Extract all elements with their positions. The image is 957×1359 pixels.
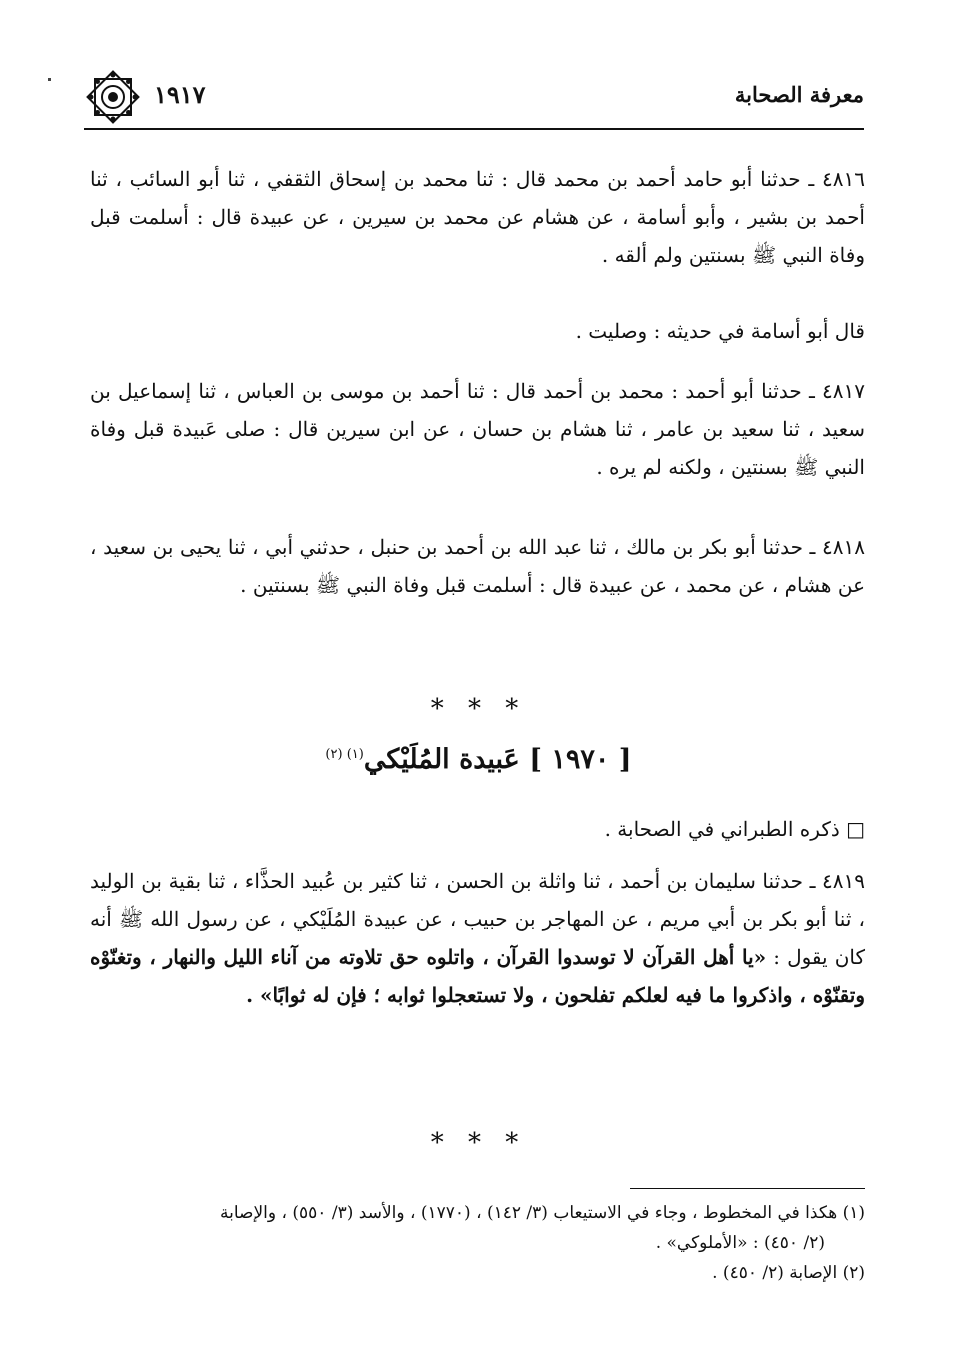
footnote-refs: (١) (٢) (325, 747, 364, 762)
hadith-4819-isnad: ٤٨١٩ ـ حدثنا سليمان بن أحمد ، ثنا واثلة بن الحسن ، ثنا كثير بن عُبيد الحذَّاء ، ثنا بقية بن الوليد ، ثنا أبو بكر بن أبي مريم ، عن المهاجر بن حبيب ، عن عبيدة المُلَيْكي ، عن رسول الله ﷺ أنه كان يقول : (90, 869, 866, 969)
hadith-4816: ٤٨١٦ ـ حدثنا أبو حامد أحمد بن محمد قال : ثنا محمد بن إسحاق الثقفي ، ثنا أبو السائب ، ثنا أحمد بن بشير ، وأبو أسامة ، عن هشام عن محمد بن سيرين ، عن عبيدة قال : أسلمت قبل وفاة النبي ﷺ بسنتين ولم ألقه . (90, 167, 865, 267)
page-header (84, 78, 864, 130)
hadith-4819 (90, 862, 865, 1014)
scan-speck (48, 78, 51, 81)
mention-line: □ ذكره الطبراني في الصحابة . (604, 817, 865, 841)
hadith-4819-matn: «يا أهل القرآن لا توسدوا القرآن ، واتلوه حق تلاوته من آناء الليل والنهار ، وتغنّوْه وتقنّوْه ، واذكروا ما فيه لعلكم تفلحون ، ولا تستعجلوا ثوابه ؛ فإن له ثوابًا» . (90, 945, 865, 1007)
section-separator-stars: * * * (430, 694, 527, 724)
section-heading (0, 744, 957, 775)
end-separator-stars: * * * (430, 1128, 527, 1158)
footnote-divider (630, 1188, 865, 1189)
running-title: معرفة الصحابة (734, 82, 864, 107)
page-number: ١٩١٧ (154, 80, 206, 109)
footnote-1-continued: (٢/ ٤٥٠) : «الأملوكي» . (655, 1233, 825, 1253)
footnote-2: (٢) الإصابة (٢/ ٤٥٠) . (712, 1263, 865, 1283)
footnotes (90, 1198, 865, 1288)
hadith-4817: ٤٨١٧ ـ حدثنا أبو أحمد : محمد بن أحمد قال : ثنا أحمد بن موسى بن العباس ، ثنا إسماعيل بن سعيد ، ثنا سعيد بن عامر ، ثنا هشام بن حسان ، عن ابن سيرين قال : صلى عَبيدة قبل وفاة النبي ﷺ بسنتين ، ولكنه لم يره . (90, 379, 865, 479)
octagram-ornament-icon (84, 68, 142, 126)
hadith-4816-note: قال أبو أسامة في حديثه : وصليت . (575, 319, 865, 343)
section-heading-text: [ ١٩٧٠ ] عَبيدة المُلَيْكي (363, 744, 632, 775)
footnote-1: (١) هكذا في المخطوط ، وجاء في الاستيعاب (٣/ ١٤٢) ، (١٧٧٠) ، والأسد (٣/ ٥٥٠) ، والإصابة (220, 1203, 865, 1223)
hadith-4818: ٤٨١٨ ـ حدثنا أبو بكر بن مالك ، ثنا عبد الله بن أحمد بن حنبل ، حدثني أبي ، ثنا يحيى بن سعيد ، عن هشام ، عن محمد ، عن عبيدة قال : أسلمت قبل وفاة النبي ﷺ بسنتين . (90, 535, 866, 597)
